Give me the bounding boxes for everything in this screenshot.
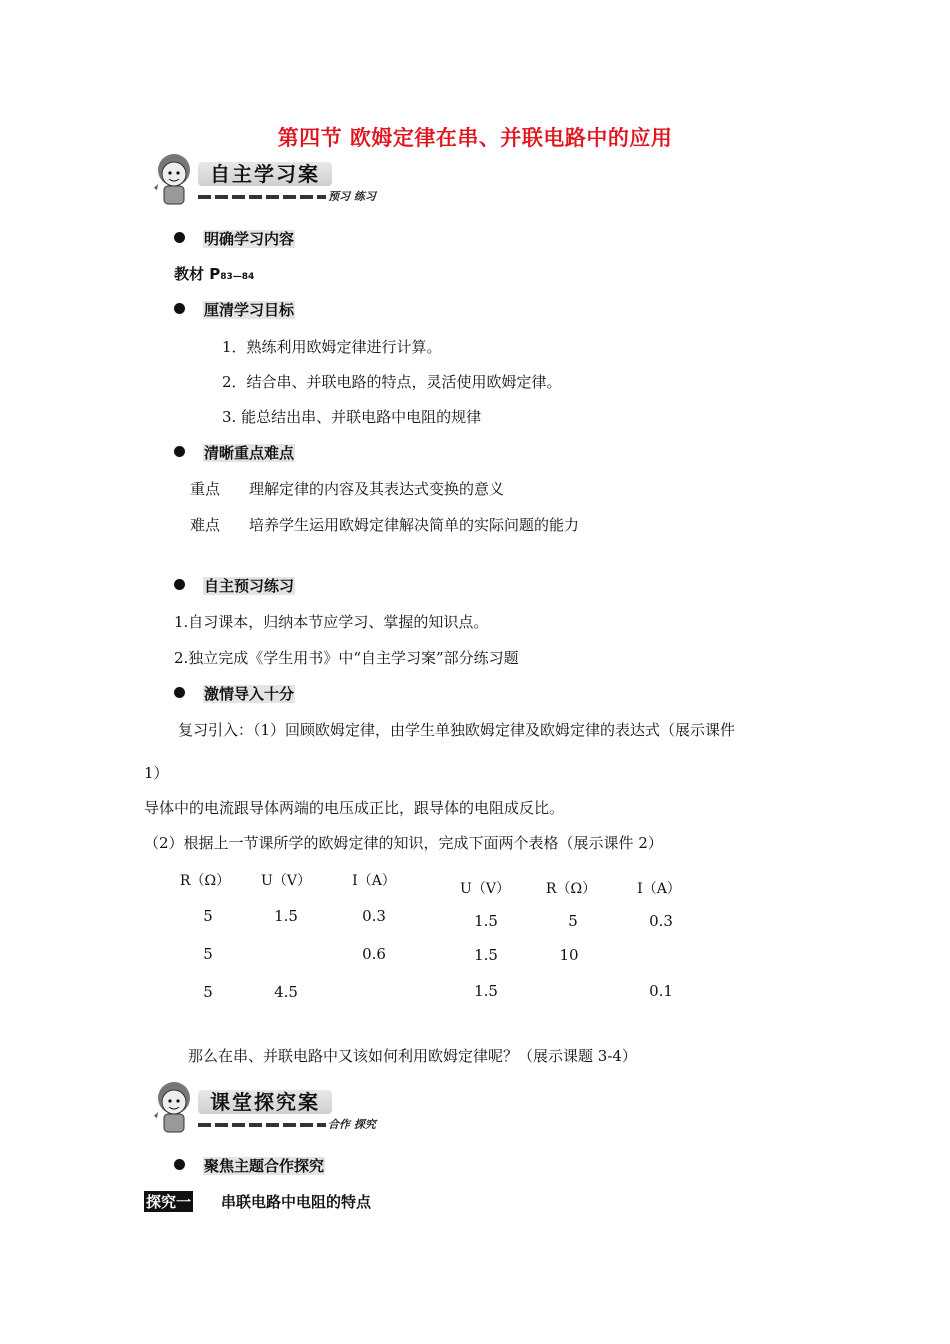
intro-line-cont: 1） [144,764,169,782]
transition-question: 那么在串、并联电路中又该如何利用欧姆定律呢？（展示课题 3-4） [188,1047,637,1065]
table1-cell: 1.5 [274,907,298,925]
table1-header: I（A） [352,873,396,889]
table-instruction: （2）根据上一节课所学的欧姆定律的知识，完成下面两个表格（展示课件 2） [144,834,663,852]
table2-header: U（V） [460,881,510,897]
table1-cell: 4.5 [274,983,298,1001]
table2-cell: 0.3 [649,912,673,930]
banner-label: 自主学习案 [198,162,332,186]
banner-self-study [140,148,390,214]
banner-dash-line [198,195,326,199]
key-point-text: 理解定律的内容及其表达式变换的意义 [249,480,505,498]
practice-item: 1.自习课本，归纳本节应学习、掌握的知识点。 [174,613,489,631]
bullet-dot-icon [174,579,185,590]
bullet-dot-icon [174,1159,185,1170]
banner-dash-line [198,1123,326,1127]
banner-subtitle: 合作 探究 [328,1118,376,1131]
practice-item: 2.独立完成《学生用书》中“自主学习案”部分练习题 [174,649,519,667]
banner-label: 课堂探究案 [198,1090,332,1114]
goal-item: 2．结合串、并联电路的特点，灵活使用欧姆定律。 [222,373,562,391]
difficulty-text: 培养学生运用欧姆定律解决简单的实际问题的能力 [249,516,580,534]
table1-header: R（Ω） [179,873,231,889]
table1-cell: 5 [203,945,213,963]
page-title: 第四节 欧姆定律在串、并联电路中的应用 [277,126,673,150]
banner-classroom-explore [140,1076,390,1142]
bullet-dot-icon [174,687,185,698]
banner-subtitle: 预习 练习 [328,190,376,203]
difficulty-label: 难点 [190,516,221,534]
section-heading: 明确学习内容 [174,228,295,249]
section-heading: 激情导入十分 [174,683,295,704]
table1-cell: 5 [203,983,213,1001]
table1-cell: 5 [203,907,213,925]
table2-cell: 1.5 [474,946,498,964]
table2-cell: 10 [559,946,579,964]
ohm-law-statement: 导体中的电流跟导体两端的电压成正比，跟导体的电阻成反比。 [144,799,565,817]
table2-cell: 1.5 [474,912,498,930]
section-heading: 自主预习练习 [174,575,295,596]
goal-item: 3. 能总结出串、并联电路中电阻的规律 [222,408,482,426]
table1-cell: 0.3 [362,907,386,925]
explore-label: 探究一 [146,1193,192,1211]
key-point-label: 重点 [190,480,221,498]
table2-cell: 0.1 [649,982,673,1000]
table1-header: U（V） [261,873,311,889]
goal-item: 1．熟练利用欧姆定律进行计算。 [222,338,442,356]
bullet-dot-icon [174,232,185,243]
textbook-ref: 教材 P83—84 [174,265,255,283]
explore-title: 串联电路中电阻的特点 [221,1193,372,1211]
bullet-dot-icon [174,303,185,314]
intro-line: 复习引入：（1）回顾欧姆定律，由学生单独欧姆定律及欧姆定律的表达式（展示课件 [178,721,736,739]
table2-cell: 1.5 [474,982,498,1000]
table2-header: I（A） [637,881,681,897]
table1-cell: 0.6 [362,945,386,963]
section-heading: 厘清学习目标 [174,299,295,320]
bullet-dot-icon [174,446,185,457]
section-heading: 清晰重点难点 [174,442,295,463]
section-heading: 聚焦主题合作探究 [174,1155,325,1176]
table2-header: R（Ω） [545,881,597,897]
table2-cell: 5 [568,912,578,930]
